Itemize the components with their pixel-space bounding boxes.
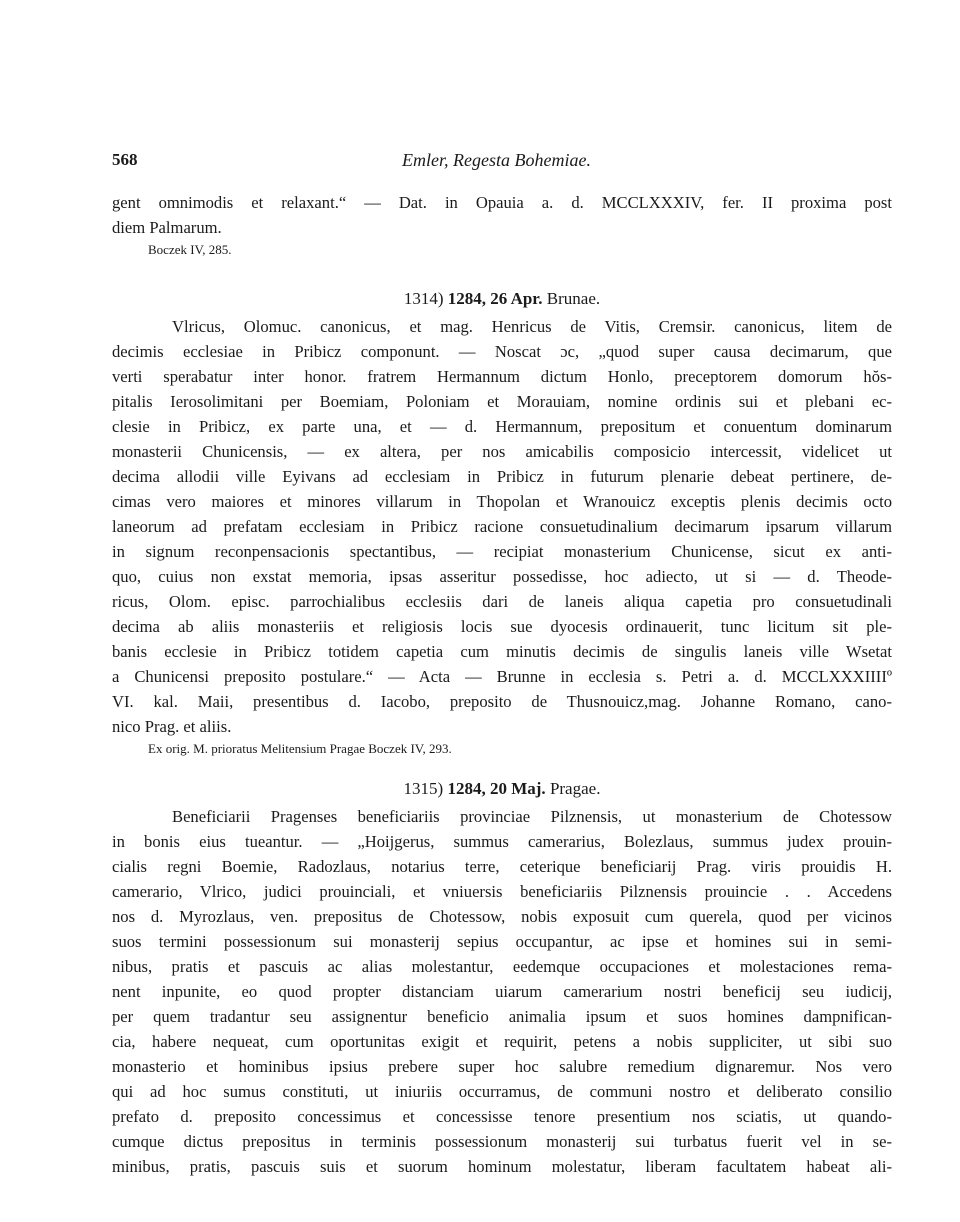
- text-line: prefato d. preposito concessimus et concessisse tenore presentium nos sciatis, ut quando-: [112, 1107, 892, 1126]
- entry-number: 1314): [403, 289, 444, 308]
- source-citation: Boczek IV, 285.: [148, 242, 232, 257]
- page-header: [112, 150, 892, 174]
- text-line: Beneficiarii Pragenses beneficiariis provinciae Pilznensis, ut monasterium de Chotessow: [172, 807, 892, 826]
- text-line: Vlricus, Olomuc. canonicus, et mag. Henricus de Vitis, Cremsir. canonicus, litem de: [172, 317, 892, 336]
- running-title: Emler, Regesta Bohemiae.: [402, 150, 591, 170]
- entry-heading: [112, 774, 892, 804]
- text-line: quo, cuius non exstat memoria, ipsas asseritur possedisse, hoc adiecto, ut si — d. Theode-: [112, 567, 892, 586]
- entry-1314: [112, 284, 892, 761]
- text-line: nent inpunite, eo quod propter distanciam uiarum camerarium nostri beneficij seu iudicij,: [112, 982, 892, 1001]
- text-line: verti sperabatur inter honor. fratrem Hermannum dictum Honlo, preceptorem domorum hŏs-: [112, 367, 892, 386]
- text-line: in signum reconpensacionis spectantibus, — recipiat monasterium Chunicense, sicut ex anti-: [112, 542, 892, 561]
- text-line: cia, habere nequeat, cum oportunitas exigit et requirit, petens a nobis suppliciter, ut sibi suo: [112, 1032, 892, 1051]
- text-line: a Chunicensi preposito postulare.“ — Acta — Brunne in ecclesia s. Petri a. d. MCCLXXXIIIIº: [112, 667, 892, 686]
- page-number: 568: [112, 150, 138, 169]
- entry-place: Brunae.: [546, 289, 601, 308]
- text-line: diem Palmarum.: [112, 218, 222, 237]
- text-line: cumque dictus prepositus in terminis possessionum monasterij sui turbatus fuerit vel in se-: [112, 1132, 892, 1151]
- text-line: pitalis Ierosolimitani per Boemiam, Poloniam et Morauiam, nomine ordinis sui et plebani ec-: [112, 392, 892, 411]
- text-line: camerario, Vlrico, judici prouinciali, et vniuersis beneficiariis Pilznensis prouincie . . Accedens: [112, 882, 892, 901]
- text-line: clesie in Pribicz, ex parte una, et — d. Hermannum, prepositum et conuentum dominarum: [112, 417, 892, 436]
- text-line: monasterii Chunicensis, — ex altera, per nos amicabilis composicio intercessit, videlicet ut: [112, 442, 892, 461]
- text-line: suos termini possessionum sui monasterij sepius occupantur, ac ipse et homines sui in semi-: [112, 932, 892, 951]
- text-line: qui ad hoc sumus constituti, ut iniuriis occurramus, de communi nostro et deliberato consilio: [112, 1082, 892, 1101]
- entry-1315: [112, 774, 892, 1179]
- text-line: per quem tradantur seu assignentur beneficio animalia ipsum et suos homines dampnifican-: [112, 1007, 892, 1026]
- text-line: ricus, Olom. episc. parrochialibus ecclesiis dari de laneis aliqua capetia pro consuetudinali: [112, 592, 892, 611]
- entry-date: 1284, 26 Apr.: [447, 289, 543, 308]
- text-line: decima ab aliis monasteriis et religiosis locis sue dyocesis ordinauerit, tunc licitum sit ple-: [112, 617, 892, 636]
- text-line: in bonis eius tueantur. — „Hoijgerus, summus camerarius, Bolezlaus, summus judex prouin-: [112, 832, 892, 851]
- text-line: decimis ecclesiae in Pribicz componunt. — Noscat ɔc, „quod super causa decimarum, que: [112, 342, 892, 361]
- entry-date: 1284, 20 Maj.: [447, 779, 546, 798]
- text-line: banis ecclesie in Pribicz totidem capetia cum minutis decimis de singulis laneis ville Wsetat: [112, 642, 892, 661]
- text-line: laneorum ad prefatam ecclesiam in Pribicz racione consuetudinalium decimarum ipsarum villarum: [112, 517, 892, 536]
- entry-heading: [112, 284, 892, 314]
- text-line: cialis regni Boemie, Radozlaus, notarius terre, ceterique beneficiarij Prag. viris prouidis H.: [112, 857, 892, 876]
- text-line: VI. kal. Maii, presentibus d. Iacobo, preposito de Thusnouicz,mag. Johanne Romano, cano-: [112, 692, 892, 711]
- text-line: nibus, pratis et pascuis ac alias molestantur, eedemque occupaciones et molestaciones rema-: [112, 957, 892, 976]
- text-line: nico Prag. et aliis.: [112, 717, 232, 736]
- entry-place: Pragae.: [549, 779, 601, 798]
- entry-number: 1315): [403, 779, 444, 798]
- text-line: monasterio et hominibus ipsius prebere super hoc salubre remedium dignaremur. Nos vero: [112, 1057, 892, 1076]
- text-line: cimas vero maiores et minores villarum in Thopolan et Wranouicz exceptis plenis decimis octo: [112, 492, 892, 511]
- source-citation: Ex orig. M. prioratus Melitensium Pragae Boczek IV, 293.: [148, 741, 452, 756]
- continuation-block: [112, 190, 892, 262]
- text-line: gent omnimodis et relaxant.“ — Dat. in Opauia a. d. MCCLXXXIV, fer. II proxima post: [112, 193, 892, 212]
- text-line: minibus, pratis, pascuis suis et suorum hominum molestatur, liberam facultatem habeat ali-: [112, 1157, 892, 1176]
- text-line: decima allodii ville Eyivans ad ecclesiam in Pribicz in futurum plenarie debeat pertinere, de-: [112, 467, 892, 486]
- text-line: nos d. Myrozlaus, ven. prepositus de Chotessow, nobis exposuit cum querela, quod per vicinos: [112, 907, 892, 926]
